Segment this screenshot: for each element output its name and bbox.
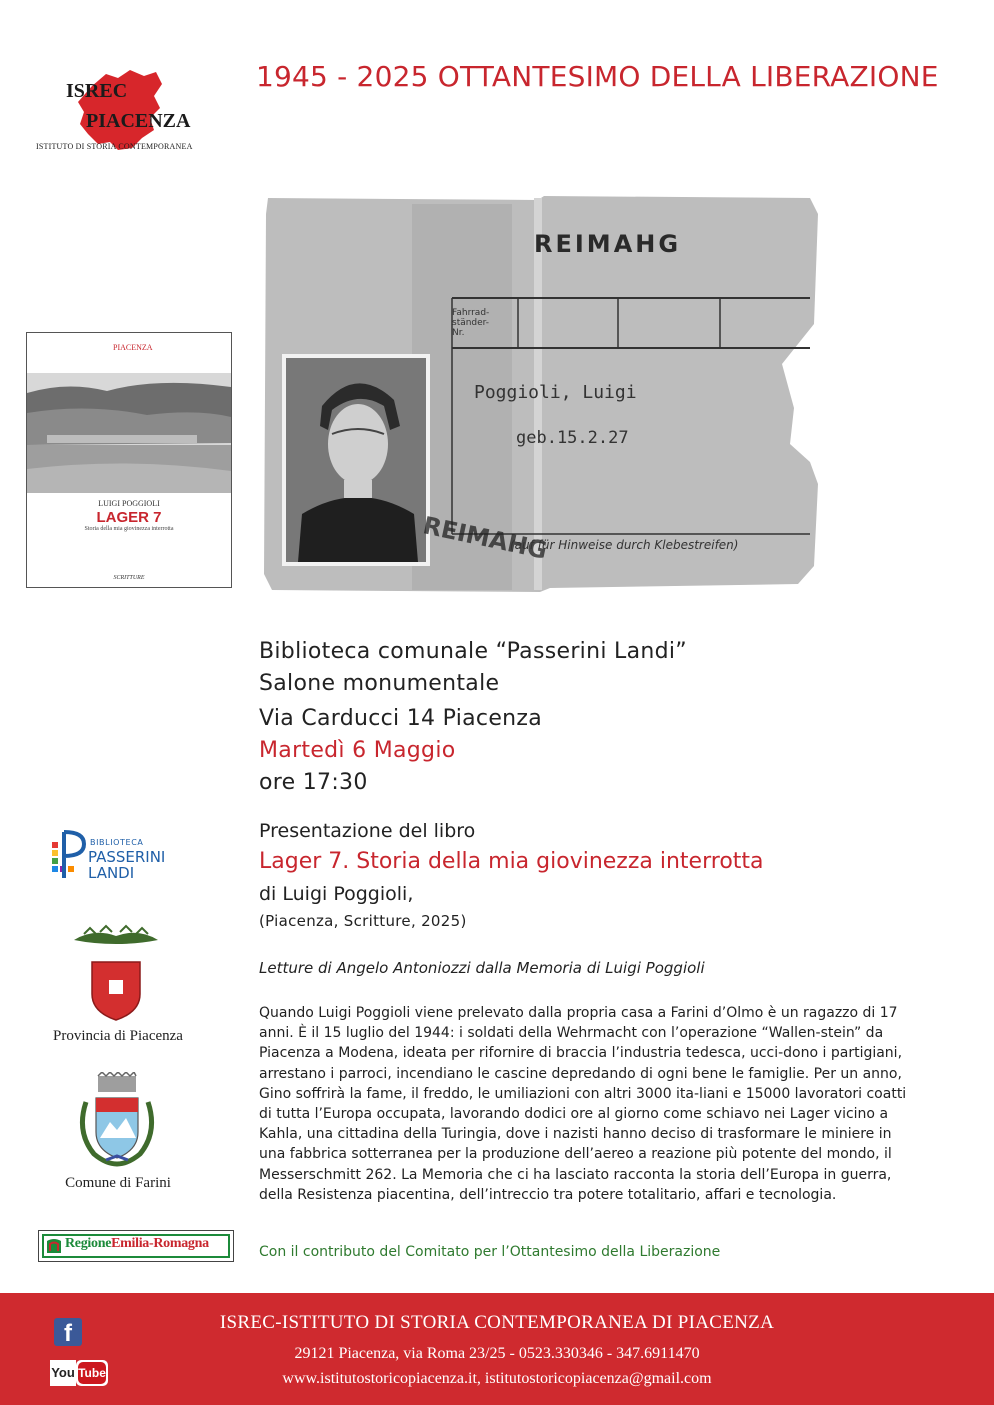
id-card-note: (auf für Hinweise durch Klebestreifen) [510, 538, 739, 552]
regione-label-a: Regione [65, 1236, 112, 1251]
isrec-logo[interactable] [36, 66, 226, 158]
regione-label [65, 1236, 209, 1252]
youtube-tube-text: Tube [78, 1362, 106, 1384]
facebook-icon[interactable]: f [54, 1318, 82, 1346]
youtube-tube-box [76, 1360, 108, 1386]
venue-address: Via Carducci 14 Piacenza [259, 706, 543, 731]
provincia-crest-icon[interactable] [70, 924, 162, 1022]
book-author: di Luigi Poggioli, [259, 883, 414, 905]
footer-address: 29121 Piacenza, via Roma 23/25 - 0523.330346 - 347.6911470 [294, 1345, 700, 1362]
passerini-pl-icon [50, 828, 86, 882]
youtube-you-text: You [50, 1360, 76, 1386]
id-card-name: Poggioli, Luigi [474, 382, 637, 403]
page-title: 1945 - 2025 OTTANTESIMO DELLA LIBERAZIONE [256, 60, 939, 93]
venue-name: Biblioteca comunale “Passerini Landi” [259, 639, 687, 664]
venue-room: Salone monumentale [259, 671, 500, 696]
book-cover-subtitle: Storia della mia giovinezza interrotta [84, 526, 174, 532]
id-card-birth: geb.15.2.27 [516, 428, 629, 448]
passerini-landi-logo[interactable] [50, 828, 200, 886]
book-cover-logo: PIACENZA [113, 343, 153, 352]
presentation-label: Presentazione del libro [259, 820, 476, 842]
footer-website-email[interactable]: www.istitutostoricopiacenza.it, istitutostoricopiacenza@gmail.com [282, 1370, 712, 1387]
book-cover-author: LUIGI POGGIOLI [98, 499, 160, 508]
id-card-field-label: Fahrrad- ständer- Nr. [452, 308, 490, 338]
passerini-small-label: BIBLIOTECA [90, 838, 144, 847]
reimahg-id-card [262, 194, 822, 594]
regione-mark-icon [45, 1237, 63, 1255]
regione-emilia-romagna-logo[interactable] [38, 1230, 234, 1262]
book-cover [26, 332, 232, 588]
id-card-header: REIMAHG [534, 230, 682, 258]
book-title: Lager 7. Storia della mia giovinezza interrotta [259, 849, 764, 874]
farini-crest-icon[interactable] [76, 1072, 158, 1170]
footer-title: ISREC-ISTITUTO DI STORIA CONTEMPORANEA DI PIACENZA [219, 1312, 775, 1333]
id-card-stamp: REIMAHG [420, 511, 550, 565]
book-cover-photo [27, 373, 231, 493]
readings-note: Letture di Angelo Antoniozzi dalla Memoria di Luigi Poggioli [259, 959, 705, 977]
logo-text-piacenza: PIACENZA [86, 110, 191, 132]
logo-text-isrec: ISREC [66, 80, 128, 102]
passerini-label-2: LANDI [88, 864, 135, 882]
event-description: Quando Luigi Poggioli viene prelevato dalla propria casa a Farini d’Olmo è un ragazzo di 17 anni. È il 15 luglio del 1944: i soldati della Wehrmacht con l’operazione “Wallen-stein” da Piacenza a Modena, ideata per rifornire di braccia l’industria tedesca, ucci-dono i partigiani, arrestano i parroci, incendiano le cascine depredando di ogni bene le famiglie. Per un anno, Gino soffrirà la fame, il freddo, le umiliazioni con altri 3000 ita-liani e 15000 lavoratori coatti di tutta l’Europa occupata, lavorando dodici ore al giorno come schiavo nei Lager vicino a Kahla, una cittadina della Turingia, dove i nazisti hanno deciso di trasformare le miniere in una fabbrica sotterranea per la produzione dell’aereo a reazione più potente del mondo, il Messerschmitt 262. La Memoria che ci ha lasciato racconta la storia dell’Europa in guerra, della Resistenza piacentina, dell’intreccio tra potere totalitario, affari e tecnologia. [259, 1005, 907, 1203]
passerini-label-1: PASSERINI [88, 848, 166, 866]
provincia-label: Provincia di Piacenza [53, 1028, 183, 1044]
book-cover-publisher: SCRITTURE [113, 575, 145, 581]
book-edition: (Piacenza, Scritture, 2025) [259, 912, 467, 930]
youtube-icon[interactable] [50, 1360, 108, 1386]
event-time: ore 17:30 [259, 770, 368, 795]
book-cover-title: LAGER 7 [96, 509, 162, 526]
regione-label-b: Emilia-Romagna [111, 1236, 209, 1251]
contribution-note: Con il contributo del Comitato per l’Ottantesimo della Liberazione [259, 1244, 721, 1260]
venue-block [259, 636, 687, 799]
logo-subtitle: ISTITUTO DI STORIA CONTEMPORANEA [36, 142, 193, 151]
event-date: Martedì 6 Maggio [259, 738, 456, 763]
farini-label: Comune di Farini [65, 1175, 171, 1191]
